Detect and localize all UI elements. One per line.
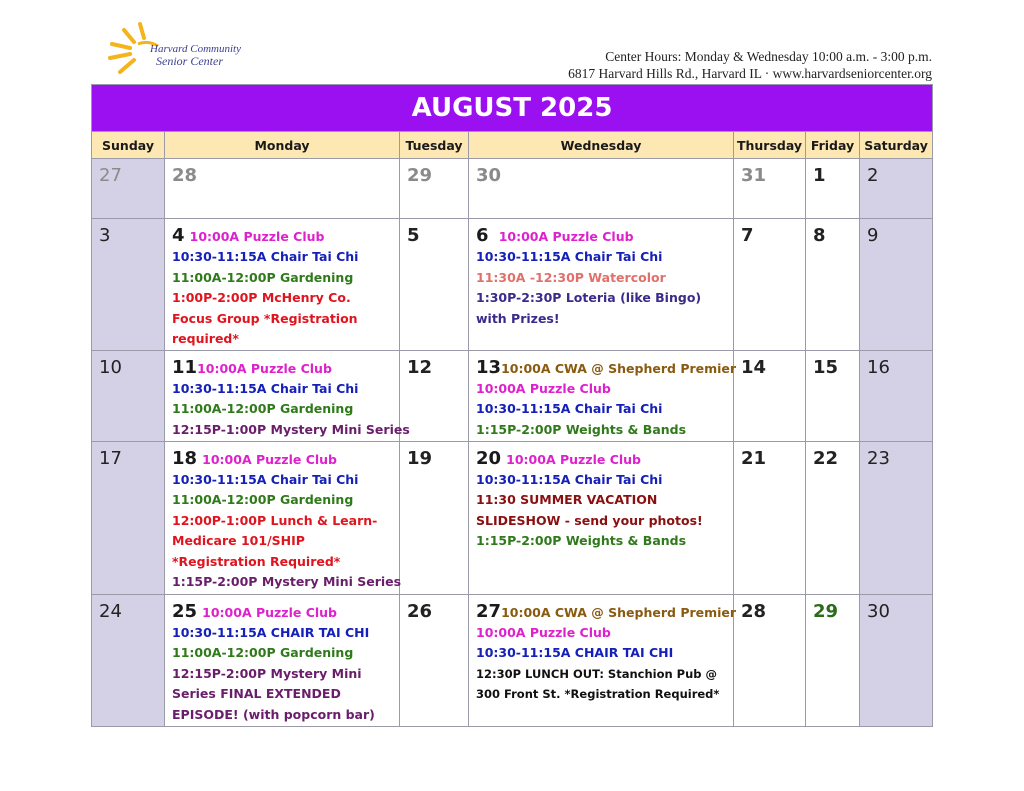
- event-weights-bands: 1:15P-2:00P Weights & Bands: [476, 421, 687, 437]
- event-mystery-finale: 12:15P-2:00P Mystery Mini Series FINAL EXTENDED EPISODE! (with popcorn bar): [172, 665, 375, 722]
- event-puzzle-club: 10:00A Puzzle Club: [476, 380, 611, 396]
- week-row: [92, 219, 933, 351]
- week-row: [92, 159, 933, 219]
- day-number: 9: [867, 225, 879, 246]
- event-tai-chi: 10:30-11:15A Chair Tai Chi: [172, 471, 359, 487]
- calendar-table: [91, 84, 933, 727]
- logo-line-2: Senior Center: [156, 54, 223, 68]
- day-cell: [400, 350, 469, 441]
- event-lunch-learn: 12:00P-1:00P Lunch & Learn- Medicare 101/SHIP: [172, 512, 378, 548]
- day-number: 24: [99, 600, 122, 622]
- day-cell: [400, 159, 469, 219]
- event-mystery-mini-series: 1:15P-2:00P Mystery Mini Series: [172, 574, 402, 589]
- day-number: 18: [172, 447, 198, 469]
- day-cell: [469, 441, 734, 594]
- day-cell: [734, 350, 806, 441]
- week-row: [92, 594, 933, 726]
- day-number: 5: [407, 225, 420, 246]
- day-number: 16: [867, 356, 890, 378]
- day-cell: [92, 219, 165, 351]
- event-tai-chi: 10:30-11:15A CHAIR TAI CHI: [172, 624, 370, 640]
- day-number: 23: [867, 447, 890, 469]
- day-cell: [734, 159, 806, 219]
- logo-line-1: Harvard Community: [150, 43, 241, 55]
- day-number: 15: [813, 356, 839, 378]
- event-tai-chi: 10:30-11:15A Chair Tai Chi: [476, 401, 663, 416]
- logo-text: [150, 44, 241, 67]
- week-row: [92, 350, 933, 441]
- month-title: AUGUST 2025: [92, 85, 933, 132]
- day-cell: [734, 219, 806, 351]
- day-cell: [469, 350, 737, 441]
- day-number: 14: [741, 356, 767, 378]
- event-cwa: 10:00A CWA @ Shepherd Premier: [501, 604, 737, 620]
- day-cell: [469, 159, 734, 219]
- dow-tuesday: Tuesday: [400, 132, 469, 159]
- center-hours: Center Hours: Monday & Wednesday 10:00 a.m. - 3:00 p.m.: [605, 49, 932, 64]
- dow-saturday: Saturday: [860, 132, 933, 159]
- day-number: 22: [813, 447, 839, 469]
- day-number: 20: [476, 447, 502, 469]
- event-tai-chi: 10:30-11:15A Chair Tai Chi: [172, 249, 359, 264]
- event-tai-chi: 10:30-11:15A Chair Tai Chi: [476, 249, 663, 264]
- day-cell: [734, 594, 806, 726]
- day-cell: [860, 594, 933, 726]
- event-puzzle-club: 10:00A Puzzle Club: [197, 360, 332, 376]
- event-loteria: 1:30P-2:30P Loteria (like Bingo) with Prizes!: [476, 290, 702, 326]
- day-number: 4: [172, 225, 185, 246]
- day-cell: [469, 594, 737, 726]
- day-cell: [165, 594, 400, 726]
- day-number: 31: [741, 165, 767, 186]
- center-info: [568, 48, 932, 82]
- event-puzzle-club: 10:00A Puzzle Club: [202, 604, 338, 620]
- dow-thursday: Thursday: [734, 132, 806, 159]
- dow-wednesday: Wednesday: [469, 132, 734, 159]
- day-number: 29: [813, 600, 839, 622]
- day-number: 11: [172, 356, 198, 378]
- day-number: 28: [741, 600, 767, 622]
- day-number: 30: [476, 165, 502, 186]
- day-cell: [860, 159, 933, 219]
- event-puzzle-club: 10:00A Puzzle Club: [189, 229, 325, 244]
- event-gardening: 11:00A-12:00P Gardening: [172, 645, 354, 660]
- day-cell: [469, 219, 734, 351]
- day-cell: [165, 350, 410, 441]
- day-number: 25: [172, 600, 198, 622]
- day-cell: [806, 159, 860, 219]
- day-number: 12: [407, 356, 433, 378]
- day-number: 13: [476, 356, 502, 378]
- day-number: 30: [867, 600, 890, 622]
- event-lunch-out: 12:30P LUNCH OUT: Stanchion Pub @ 300 Front St. *Registration Required*: [476, 666, 720, 701]
- day-cell: [165, 441, 400, 594]
- day-of-week-header: [92, 132, 933, 159]
- day-number: 10: [99, 356, 122, 378]
- event-watercolor: 11:30A -12:30P Watercolor: [476, 269, 666, 285]
- day-cell: [400, 441, 469, 594]
- day-number: 6: [476, 225, 489, 246]
- event-gardening: 11:00A-12:00P Gardening: [172, 492, 354, 507]
- event-puzzle-club: 10:00A Puzzle Club: [202, 451, 338, 467]
- day-number: 26: [407, 600, 433, 622]
- day-cell: [92, 159, 165, 219]
- event-weights-bands: 1:15P-2:00P Weights & Bands: [476, 533, 687, 548]
- event-mystery-mini-series: 12:15P-1:00P Mystery Mini Series: [172, 421, 410, 437]
- day-cell: [806, 350, 860, 441]
- event-tai-chi: 10:30-11:15A CHAIR TAI CHI: [476, 645, 674, 660]
- event-tai-chi: 10:30-11:15A Chair Tai Chi: [172, 380, 359, 396]
- dow-sunday: Sunday: [92, 132, 165, 159]
- event-puzzle-club: 10:00A Puzzle Club: [498, 229, 634, 244]
- day-number: 7: [741, 225, 754, 246]
- day-cell: [860, 350, 933, 441]
- day-cell: [806, 594, 860, 726]
- day-number: 19: [407, 447, 433, 469]
- day-cell: [806, 219, 860, 351]
- day-cell: [860, 219, 933, 351]
- event-cwa: 10:00A CWA @ Shepherd Premier: [501, 360, 737, 376]
- day-number: 29: [407, 165, 433, 186]
- event-slideshow: 11:30 SUMMER VACATION SLIDESHOW - send your photos!: [476, 492, 703, 528]
- event-puzzle-club: 10:00A Puzzle Club: [506, 451, 642, 467]
- day-cell: [860, 441, 933, 594]
- day-cell: [400, 594, 469, 726]
- dow-friday: Friday: [806, 132, 860, 159]
- event-focus-group: 1:00P-2:00P McHenry Co. Focus Group *Registration required*: [172, 290, 358, 346]
- day-number: 27: [476, 600, 502, 622]
- day-cell: [92, 350, 165, 441]
- event-puzzle-club: 10:00A Puzzle Club: [476, 624, 611, 640]
- day-cell: [92, 594, 165, 726]
- event-registration-note: *Registration Required*: [172, 553, 341, 569]
- event-gardening: 11:00A-12:00P Gardening: [172, 269, 354, 285]
- day-number: 8: [813, 225, 826, 246]
- event-tai-chi: 10:30-11:15A Chair Tai Chi: [476, 471, 663, 487]
- event-gardening: 11:00A-12:00P Gardening: [172, 401, 354, 416]
- day-cell: [734, 441, 806, 594]
- day-number: 3: [99, 225, 111, 246]
- day-number: 17: [99, 447, 122, 469]
- day-number: 1: [813, 165, 826, 186]
- day-cell: [165, 159, 400, 219]
- center-address: 6817 Harvard Hills Rd., Harvard IL · www.harvardseniorcenter.org: [568, 66, 932, 81]
- day-cell: [92, 441, 165, 594]
- day-cell: [400, 219, 469, 351]
- day-number: 21: [741, 447, 767, 469]
- day-cell: [806, 441, 860, 594]
- day-cell: [165, 219, 400, 351]
- day-number: 27: [99, 165, 122, 186]
- week-row: [92, 441, 933, 594]
- day-number: 2: [867, 165, 879, 186]
- day-number: 28: [172, 165, 198, 186]
- dow-monday: Monday: [165, 132, 400, 159]
